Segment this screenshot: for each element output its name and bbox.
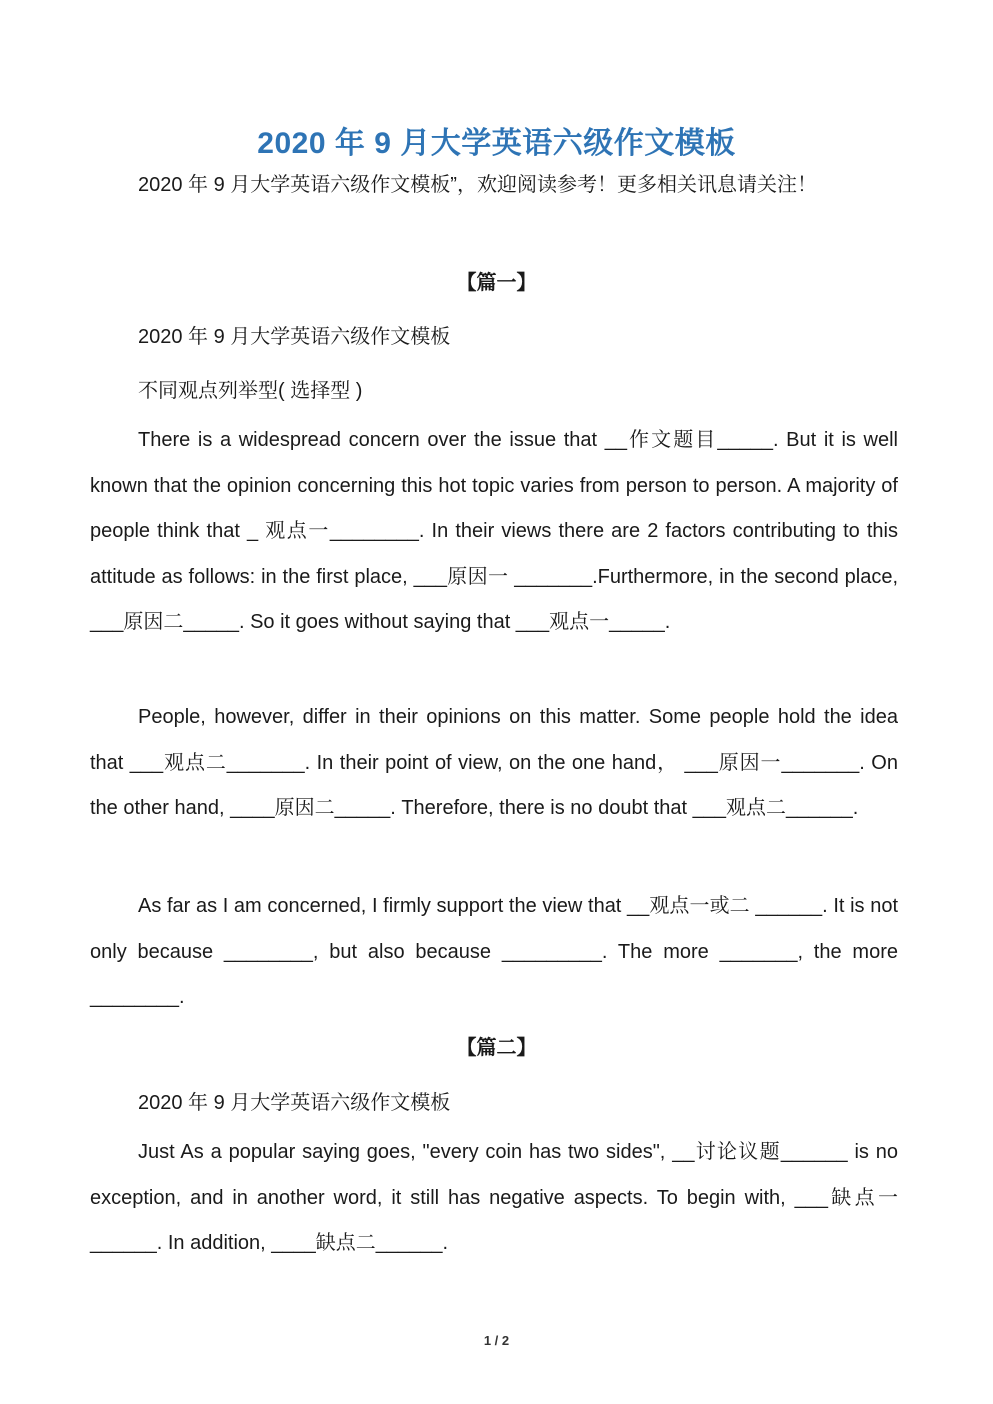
paragraph-2-1: Just As a popular saying goes, "every coin has two sides", __讨论议题______ is no exception, and in another word, it still has negative aspects. To begin with, ___缺点一______. In addition, ____缺点二______. <box>90 1141 898 1254</box>
paragraph-1-3: As far as I am concerned, I firmly support the view that __观点一或二 ______. It is not only because ________, but also because _________. The more _______, the more ________. <box>90 895 898 1008</box>
intro-text: 2020 年 9 月大学英语六级作文模板”，欢迎阅读参考！更多相关讯息请关注！ <box>138 174 817 196</box>
paragraph-1-1: There is a widespread concern over the issue that __作文题目_____. But it is well known that the opinion concerning this hot topic varies from person to person. A majority of people think that _ 观点一________. In their views there are 2 factors contributing to this attitude as follows: in the first place, ___原因一 _______.Furthermore, in the second place, ___原因二_____. So it goes without saying that ___观点一_____. <box>90 429 898 633</box>
section-heading-2: 【篇二】 <box>456 1037 537 1059</box>
section-heading-1: 【篇一】 <box>456 272 537 294</box>
paragraph-1-2: People, however, differ in their opinions on this matter. Some people hold the idea that ___观点二_______. In their point of view, on the one hand， ___原因一_______. On the other hand, ____原因二_____. Therefore, there is no doubt that ___观点二______. <box>90 706 898 819</box>
page-title: 2020 年 9 月大学英语六级作文模板 <box>257 127 736 160</box>
essay-type-line: 不同观点列举型( 选择型 ) <box>138 380 363 402</box>
section-subtitle-2: 2020 年 9 月大学英语六级作文模板 <box>138 1092 451 1114</box>
section-subtitle-1: 2020 年 9 月大学英语六级作文模板 <box>138 326 451 348</box>
page-number: 1 / 2 <box>483 1333 510 1348</box>
